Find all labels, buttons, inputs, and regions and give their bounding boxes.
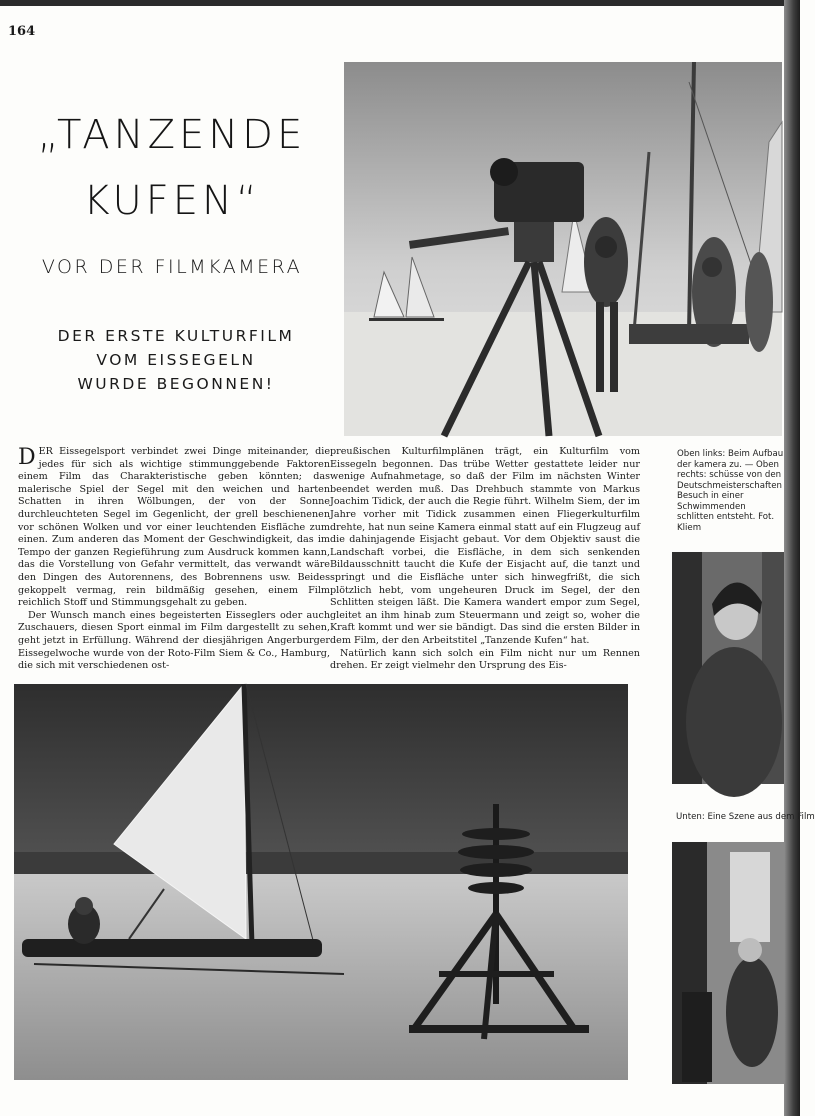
- article-paragraph-2: Der Wunsch manch eines begeisterten Eisseglers oder auch Zuschauers, diesen Sport einmal im Film dargestellt zu sehen, geht jetzt in Erfüllung. Während der diesjährigen Angerburger Eissegelwoche wurde von der Roto-Film Siem & Co., Hamburg, die sich mit verschiedenen ost-: [18, 609, 330, 672]
- kicker-line-3: WURDE BEGONNEN!: [77, 375, 275, 393]
- photo-man-portrait-graphic: [672, 552, 784, 784]
- photo-film-camera-graphic: [344, 62, 782, 436]
- article-paragraph-3: preußischen Kulturfilmplänen trägt, ein Kulturfilm vom Eissegeln begonnen. Das trübe Wetter gestattete leider nur wenige Aufnahmetage, so daß der Film im nächsten Winter beendet werden muß. Das Drehbuch stammte von Markus Joachim Tidick, der auch die Regie führt. Wilhelm Siem, der im Jahre vorher mit Tidick zusammen einen Fliegerkulturfilm drehte, hat nun seine Kamera einmal statt auf ein Flugzeug auf die dahinjagende Eisjacht gebaut. Vor dem Objektiv saust die Landschaft vorbei, die Eisfläche, in dem sich senkenden Bildausschnitt taucht die Kufe der Eisjacht auf, die tanzt und springt und die Eisfläche unter sich hinwegfrißt, die sich plötzlich hebt, vom ungeheuren Druck im Segel, der den Schlitten steigen läßt. Die Kamera wandert empor zum Segel, gleitet an ihm hinab zum Steuermann und zeigt so, woher die Kraft kommt und wer sie bändigt. Das sind die ersten Bilder in dem Film, der den Arbeitstitel „Tanzende Kufen“ hat.: [330, 446, 640, 646]
- book-spine-shadow: [784, 0, 800, 1116]
- kicker: [36, 324, 316, 396]
- page-number: 164: [8, 24, 36, 39]
- paragraph-1-text: ER Eissegelsport verbindet zwei Dinge miteinander, die jedes für sich als wichtige stimmunggebende Faktoren einem Film das Charakteristische geben könnten; das malerische Spiel der Segel mit den weichen und harten Schatten in ihren Wölbungen, der von der Sonne durchleuchteten Segel im Gegenlicht, der grell beschienenen vor schönen Wolken und vor einer leuchtenden Eisfläche zum einen. Zum anderen das Moment der Geschwindigkeit, das im Tempo der ganzen Regieführung zum Ausdruck kommen kann, das die Vorstellung von Gefahr vermittelt, das verwandt wäre den Dingen des Autorennens, des Bobrennens usw. Beides gekoppelt vermag, rein bildmäßig gesehen, einem Film reichlich Stoff und Stimmungsgehalt zu geben.: [18, 446, 330, 609]
- headline-line-1: „TANZENDE: [37, 112, 307, 158]
- photo-film-scene: [672, 842, 784, 1084]
- article-column-1: [18, 446, 330, 673]
- photo-film-camera-on-ice: [344, 62, 782, 436]
- headline-line-2: KUFEN“: [83, 178, 261, 224]
- caption-bottom: Unten: Eine Szene aus dem Film: [676, 812, 815, 822]
- article-column-2: [330, 446, 640, 673]
- subheadline: VOR DER FILMKAMERA: [41, 256, 303, 278]
- page-top-edge: [0, 0, 800, 6]
- photo-ice-yacht: [14, 684, 628, 1080]
- drop-cap: D: [18, 445, 36, 470]
- photo-man-portrait: [672, 552, 784, 784]
- kicker-line-2: VOM EISSEGELN: [96, 351, 256, 369]
- article-paragraph-4: Natürlich kann sich solch ein Film nicht nur um Rennen drehen. Er zeigt vielmehr den Ursprung des Eis-: [330, 647, 640, 672]
- photo-ice-yacht-graphic: [14, 684, 628, 1080]
- photo-film-scene-graphic: [672, 842, 784, 1084]
- article-paragraph-1: [18, 446, 330, 610]
- caption-top: Oben links: Beim Aufbau der kamera zu. — Oben rechts: schüsse von den Deutschmeisterschaften Besuch in einer Schwimmenden schlitten entsteht. Fot. Kliem: [677, 449, 784, 533]
- kicker-line-1: DER ERSTE KULTURFILM: [57, 327, 295, 345]
